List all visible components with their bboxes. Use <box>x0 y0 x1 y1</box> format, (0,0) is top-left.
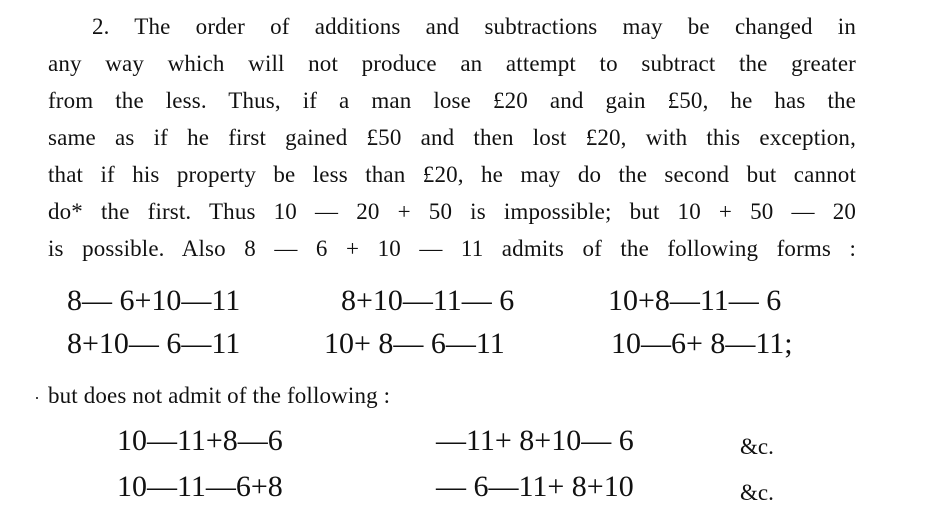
paragraph-line-5: that if his property be less than £20, he may do the second but cannot <box>48 162 856 187</box>
margin-mark <box>36 397 38 399</box>
form-row-2-col-2: 10+ 8— 6—11 <box>324 327 505 360</box>
nonform-row-2-etc: &c. <box>740 480 774 505</box>
nonform-row-1-col-2: —11+ 8+10— 6 <box>436 424 634 457</box>
nonform-row-1-etc: &c. <box>740 434 774 459</box>
paragraph-line-7: is possible. Also 8 — 6 + 10 — 11 admits of the following forms : <box>48 236 856 261</box>
paragraph-line-3: from the less. Thus, if a man lose £20 and gain £50, he has the <box>48 88 856 113</box>
form-row-2-col-3: 10—6+ 8—11; <box>611 327 793 360</box>
transition-line: but does not admit of the following : <box>48 383 391 408</box>
form-row-1-col-3: 10+8—11— 6 <box>608 284 782 317</box>
form-row-1-col-2: 8+10—11— 6 <box>341 284 515 317</box>
paragraph-line-1: 2. The order of additions and subtractions may be changed in <box>92 14 856 39</box>
paragraph-line-6: do* the first. Thus 10 — 20 + 50 is impossible; but 10 + 50 — 20 <box>48 199 856 224</box>
form-row-1-col-1: 8— 6+10—11 <box>67 284 241 317</box>
paragraph-line-4: same as if he first gained £50 and then lost £20, with this exception, <box>48 125 856 150</box>
nonform-row-2-col-2: — 6—11+ 8+10 <box>436 470 634 503</box>
nonform-row-2-col-1: 10—11—6+8 <box>117 470 283 503</box>
paragraph-line-2: any way which will not produce an attempt to subtract the greater <box>48 51 856 76</box>
nonform-row-1-col-1: 10—11+8—6 <box>117 424 283 457</box>
form-row-2-col-1: 8+10— 6—11 <box>67 327 241 360</box>
